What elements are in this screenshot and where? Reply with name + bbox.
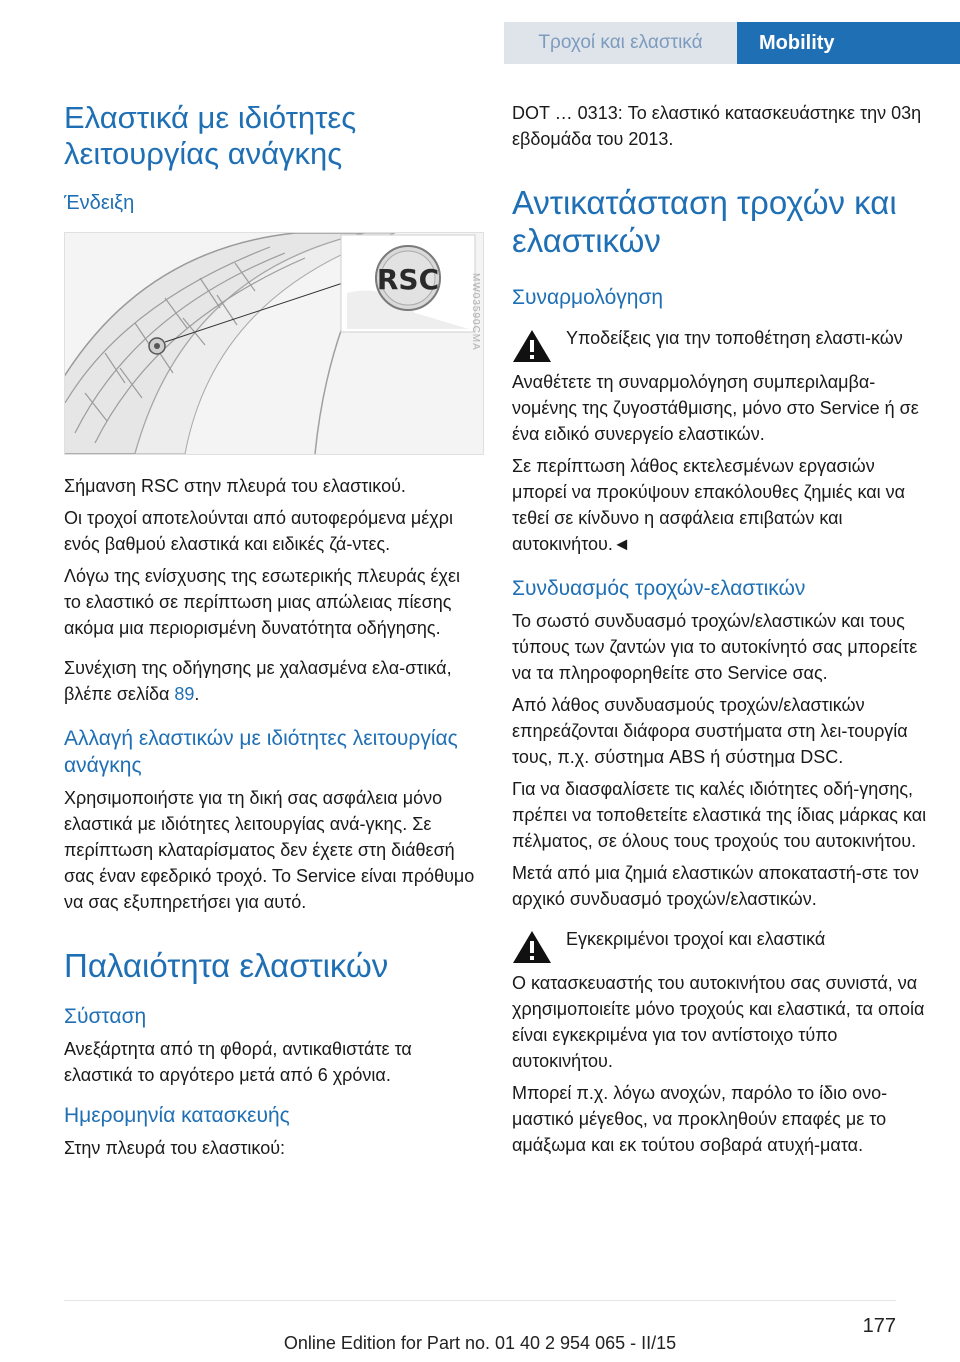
paragraph: Ο κατασκευαστής του αυτοκινήτου σας συνιστά, να χρησιμοποιείτε μόνο τροχούς και ελαστικά, τα οποία είναι εγκεκριμένα για τον αντίστοιχο τύπο αυτοκινήτου. xyxy=(512,973,925,1071)
age-heading: Παλαιότητα ελαστικών xyxy=(64,947,389,984)
paragraph: Ανεξάρτητα από τη φθορά, αντικαθιστάτε τα ελαστικά το αργότερο μετά από 6 χρόνια. xyxy=(64,1039,412,1085)
paragraph: Οι τροχοί αποτελούνται από αυτοφερόμενα μέχρι ενός βαθμού ελαστικά και ειδικές ζά-ντες. xyxy=(64,508,453,554)
left-column xyxy=(64,100,480,1161)
main-heading: Ελαστικά με ιδιότητες λειτουργίας ανάγκης xyxy=(64,100,357,171)
page-number: 177 xyxy=(862,1315,896,1337)
right-column xyxy=(512,100,928,1158)
paragraph-text: Συνέχιση της οδήγησης με χαλασμένα ελα-στικά, βλέπε σελίδα xyxy=(64,658,452,704)
recommendation-heading: Σύσταση xyxy=(64,1005,147,1028)
paragraph: Λόγω της ενίσχυσης της εσωτερικής πλευράς έχει το ελαστικό σε περίπτωση μιας απώλειας πίεσης ακόμα μια περιορισμένη δυνατότητα οδήγησης. xyxy=(64,566,460,638)
paragraph: Σε περίπτωση λάθος εκτελεσμένων εργασιών μπορεί να προκύψουν επακόλουθες ζημιές και να τεθεί σε κίνδυνο η ασφάλεια επιβατών και αυτοκινήτου.◄ xyxy=(512,456,906,554)
page-link[interactable]: 89 xyxy=(174,684,195,704)
paragraph: Για να διασφαλίσετε τις καλές ιδιότητες οδή-γησης, πρέπει να τοποθετείτε ελαστικά της ίδιας μάρκας και πέλματος, σε όλους τους τροχούς του αυτοκινήτου. xyxy=(512,779,927,851)
warning-title: Εγκεκριμένοι τροχοί και ελαστικά xyxy=(566,929,826,949)
paragraph: Στην πλευρά του ελαστικού: xyxy=(64,1138,286,1158)
warning-block xyxy=(512,926,928,964)
assembly-heading: Συναρμολόγηση xyxy=(512,286,664,309)
rsc-badge-text: RSC xyxy=(376,263,440,296)
figure-caption: Σήμανση RSC στην πλευρά του ελαστικού. xyxy=(64,476,406,496)
chapter-tab: Mobility xyxy=(737,22,960,64)
paragraph: Μπορεί π.χ. λόγω ανοχών, παρόλο το ίδιο ονο-μαστικό μέγεθος, να προκληθούν επαφές με το αμάξωμα και εκ τούτου σοβαρά ατυχή-ματα. xyxy=(512,1083,888,1155)
figure-code: MW03590CMA xyxy=(470,273,481,351)
tire-figure xyxy=(64,232,484,455)
replace-heading: Αντικατάσταση τροχών και ελαστικών xyxy=(512,184,897,259)
paragraph: Το σωστό συνδυασμό τροχών/ελαστικών και τους τύπους των ζαντών για το αυτοκίνητό σας μπορείτε να τα πληροφορηθείτε στο Service σας. xyxy=(512,611,918,683)
page-header xyxy=(0,0,960,64)
paragraph: Μετά από μια ζημιά ελαστικών αποκαταστή-στε τον αρχικό συνδυασμό τροχών/ελαστικών. xyxy=(512,863,919,909)
change-heading: Αλλαγή ελαστικών με ιδιότητες λειτουργίας ανάγκης xyxy=(64,727,458,777)
edition-footer: Online Edition for Part no. 01 40 2 954 065 - II/15 xyxy=(283,1333,677,1353)
date-heading: Ημερομηνία κατασκευής xyxy=(64,1104,290,1127)
paragraph: DOT … 0313: Το ελαστικό κατασκευάστηκε την 03η εβδομάδα του 2013. xyxy=(512,103,922,149)
tire-illustration xyxy=(65,233,483,454)
paragraph: Από λάθος συνδυασμούς τροχών/ελαστικών επηρεάζονται διάφορα συστήματα στη λει-τουργία τους, π.χ. σύστημα ABS ή σύστημα DSC. xyxy=(512,695,908,767)
warning-icon xyxy=(512,329,552,363)
paragraph-end: . xyxy=(194,684,200,704)
paragraph-with-link xyxy=(64,655,480,707)
warning-title: Υποδείξεις για την τοποθέτηση ελαστι-κών xyxy=(566,328,903,348)
warning-block xyxy=(512,325,928,363)
paragraph: Αναθέτετε τη συναρμολόγηση συμπεριλαμβα-νομένης της ζυγοστάθμισης, μόνο στο Service ή σε ένα ειδικό συνεργείο ελαστικών. xyxy=(512,372,919,444)
combo-heading: Συνδυασμός τροχών-ελαστικών xyxy=(512,577,806,600)
footer-divider xyxy=(64,1300,896,1301)
paragraph: Χρησιμοποιήστε για τη δική σας ασφάλεια μόνο ελαστικά με ιδιότητες λειτουργίας ανά-γκης. Σε περίπτωση κλαταρίσματος δεν έχετε στη διάθεσή σας έναν εφεδρικό τροχό. Το Service είναι πρόθυμο να σας εξυπηρετήσει για αυτό. xyxy=(64,788,475,912)
warning-icon xyxy=(512,930,552,964)
indication-heading: Ένδειξη xyxy=(64,192,135,214)
section-title: Τροχοί και ελαστικά xyxy=(504,22,737,64)
